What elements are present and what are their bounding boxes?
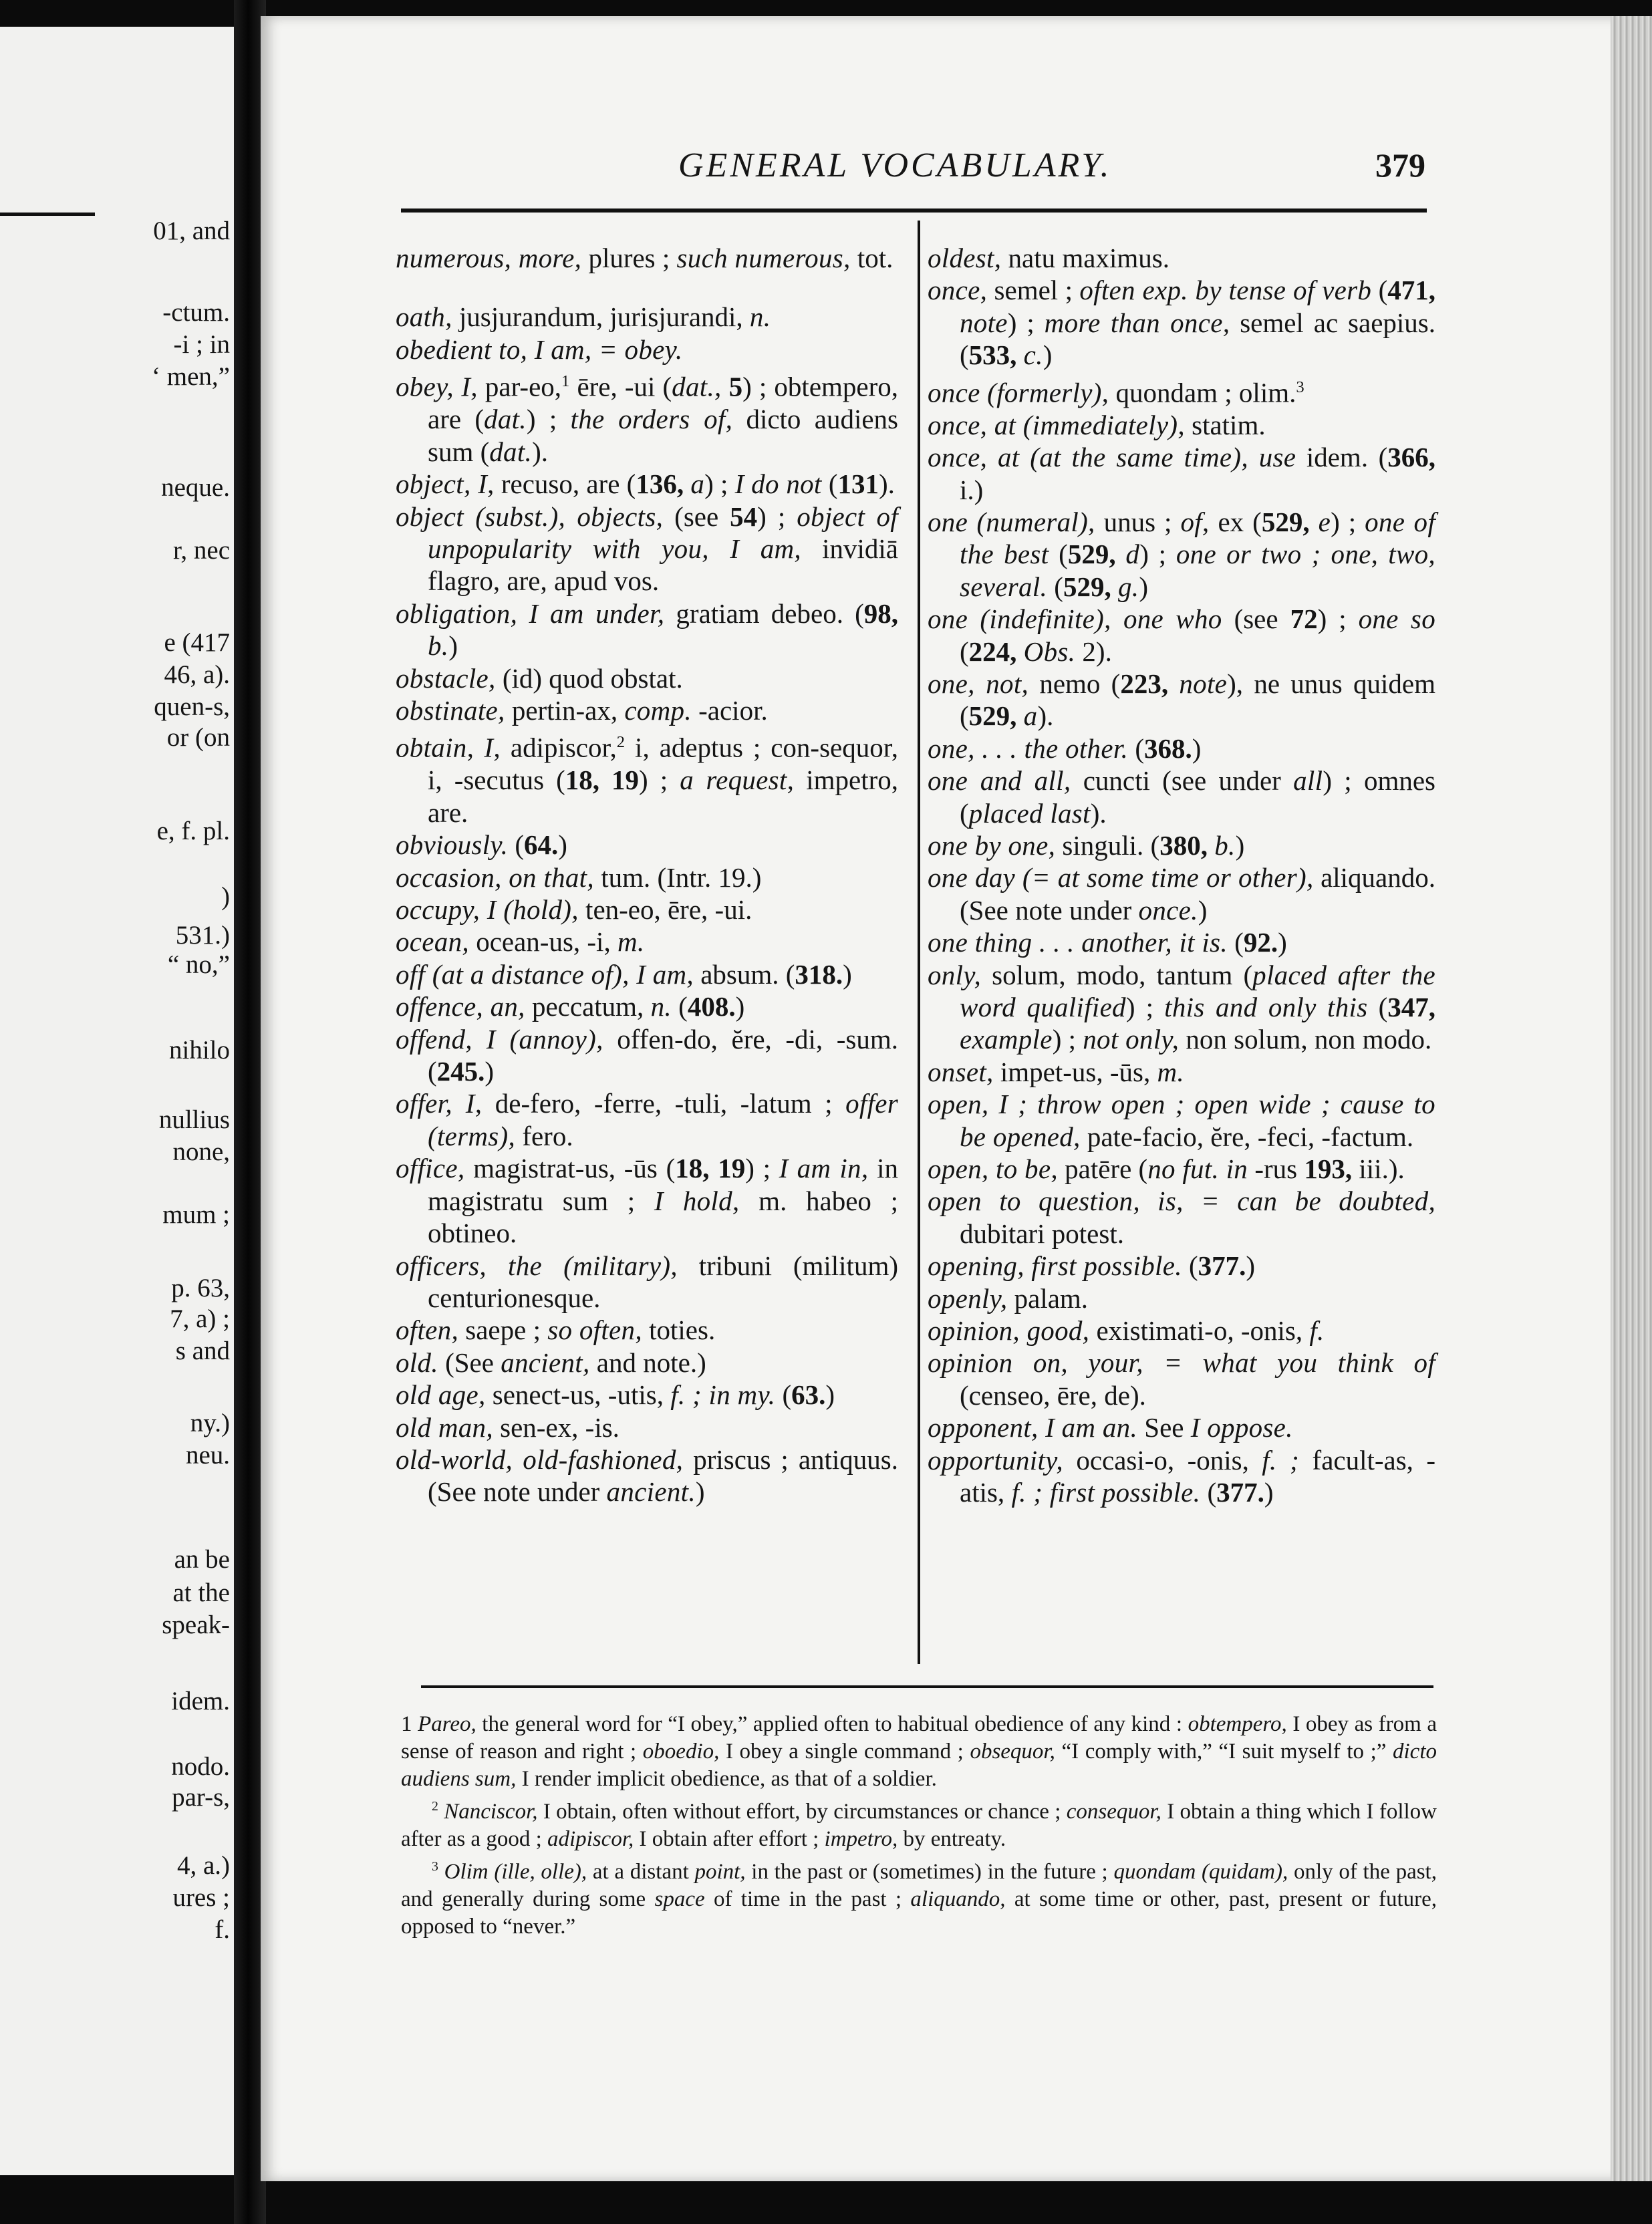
column-divider: [918, 221, 920, 1664]
left-page-text-fragment: quen-s,: [154, 692, 230, 721]
vocab-entry: one thing . . . another, it is. (92.): [928, 927, 1287, 958]
vocab-entry: old age, senect-us, -utis, f. ; in my. (63.): [396, 1379, 835, 1411]
left-page-text-fragment: ): [221, 882, 230, 911]
vocab-entry: open, I ; throw open ; open wide ; cause to be opened, pate-facio, ĕre, -feci, -factum.: [928, 1089, 1435, 1152]
vocab-entry: old-world, old-fashioned, priscus ; antiquus. (See note under ancient.): [396, 1443, 898, 1508]
left-page-text-fragment: nullius: [158, 1105, 230, 1134]
vocab-entry: offer, I, de-fero, -ferre, -tuli, -latum ; offer (terms), fero.: [396, 1088, 899, 1151]
vocabulary-column-right: [928, 242, 1435, 1509]
left-page-text-fragment: par-s,: [172, 1783, 230, 1812]
adjacent-left-page: [0, 27, 234, 2175]
left-page-text-fragment: an be: [174, 1545, 230, 1574]
vocab-entry: obviously. (64.): [396, 829, 567, 861]
header-rule: [401, 208, 1427, 213]
vocab-entry: object, I, recuso, are (136, a) ; I do not (131).: [396, 468, 895, 500]
footnote: $^3$ Olim (ille, olle), at a distant point, in the past or (sometimes) in the future ; quondam (quidam), only of the past, and generally during some space of time in the past ; aliquando, at some time or other, past, present or future, opposed to “never.”: [401, 1859, 1437, 1939]
vocab-entry: old. (See ancient, and note.): [396, 1347, 706, 1378]
vocab-entry: one by one, singuli. (380, b.): [928, 829, 1245, 861]
vocab-entry: one day (= at some time or other), aliquando. (See note under once.): [928, 862, 1435, 926]
vocab-entry: off (at a distance of), I am, absum. (318.): [396, 958, 852, 990]
vocab-entry: often, saepe ; so often, toties.: [396, 1314, 716, 1346]
vocab-entry: openly, palam.: [928, 1282, 1089, 1314]
vocab-entry: obtain, I, adipiscor,$^2$ i, adeptus ; con-sequor, i, -secutus (18, 19) ; a request, impetro, are.: [396, 732, 898, 828]
vocab-entry: oath, jusjurandum, jurisjurandi, n.: [396, 301, 771, 333]
vocab-entry: offence, an, peccatum, n. (408.): [396, 991, 745, 1022]
vocab-entry: once, at (immediately), statim.: [928, 409, 1266, 440]
page-edge-stack: [1611, 16, 1652, 2181]
vocab-entry: one, . . . the other. (368.): [928, 732, 1202, 764]
footnote: $^2$ Nanciscor, I obtain, often without effort, by circumstances or chance ; consequor, I obtain a thing which I follow after as a good ; adipiscor, I obtain after effort ; impetro, by entreaty.: [401, 1799, 1437, 1851]
left-page-text-fragment: at the: [172, 1578, 230, 1607]
page-number: 379: [1375, 146, 1425, 184]
vocab-entry: occasion, on that, tum. (Intr. 19.): [396, 861, 762, 893]
left-page-text-fragment: or (on: [166, 723, 230, 752]
vocab-entry: one (numeral), unus ; of, ex (529, e) ; one of the best (529, d) ; one or two ; one, two, several. (529, g.): [928, 506, 1436, 602]
left-page-text-fragment: “ no,”: [167, 950, 230, 979]
left-page-text-fragment: 4, a.): [176, 1851, 230, 1880]
left-page-text-fragment: none,: [172, 1137, 230, 1166]
left-page-text-fragment: e, f. pl.: [156, 817, 230, 845]
left-page-text-fragment: 46, a).: [164, 660, 230, 689]
vocab-entry: opening, first possible. (377.): [928, 1250, 1256, 1282]
left-page-text-fragment: ‘ men,”: [152, 362, 230, 391]
vocab-entry: only, solum, modo, tantum (placed after the word qualified) ; this and only this (347, example) ; not only, non solum, non modo.: [928, 959, 1436, 1055]
left-page-text-fragment: idem.: [171, 1687, 230, 1715]
left-page-text-fragment: speak-: [162, 1611, 230, 1639]
vocab-entry: offend, I (annoy), offen-do, ĕre, -di, -sum. (245.): [396, 1023, 898, 1087]
left-page-text-fragment: 01, and: [153, 217, 230, 245]
vocab-entry: numerous, more, plures ; such numerous, tot.: [396, 243, 893, 273]
vocab-entry: obedient to, I am, = obey.: [396, 333, 683, 365]
left-page-text-fragment: ures ;: [172, 1883, 230, 1912]
left-page-text-fragment: neu.: [185, 1441, 230, 1470]
vocab-entry: one, not, nemo (223, note), ne unus quidem (529, a).: [928, 668, 1435, 732]
left-page-rule: [0, 213, 95, 216]
footnote-rule: [421, 1685, 1433, 1688]
left-page-text-fragment: ny.): [190, 1409, 230, 1437]
vocab-entry: officers, the (military), tribuni (militum) centurionesque.: [396, 1250, 898, 1313]
left-page-text-fragment: 7, a) ;: [170, 1304, 230, 1333]
footnote: 1 Pareo, the general word for “I obey,” applied often to habitual obedience of any kind : obtempero, I obey as from a sense of reason and right ; oboedio, I obey a single command ; obsequor, “I comply with,” “I suit myself to ;” dicto audiens sum, I render implicit obedience, as that of a soldier.: [401, 1712, 1437, 1791]
vocab-entry: opinion on, your, = what you think of (censeo, ēre, de).: [928, 1347, 1435, 1411]
vocab-entry: opponent, I am an. See I oppose.: [928, 1412, 1293, 1443]
vocab-entry: once (formerly), quondam ; olim.$^3$: [928, 377, 1304, 408]
footnotes: [401, 1711, 1437, 1941]
vocab-entry: obstacle, (id) quod obstat.: [396, 662, 683, 694]
vocab-entry: onset, impet-us, -ūs, m.: [928, 1056, 1184, 1087]
vocab-entry: open, to be, patēre (no fut. in -rus 193, iii.).: [928, 1153, 1405, 1185]
vocab-entry: occupy, I (hold), ten-eo, ēre, -ui.: [396, 894, 752, 926]
vocab-entry: obligation, I am under, gratiam debeo. (98, b.): [396, 597, 898, 662]
vocab-entry: open to question, is, = can be doubted, dubitari potest.: [928, 1186, 1435, 1249]
vocab-entry: one and all, cuncti (see under all) ; omnes (placed last).: [928, 765, 1435, 829]
vocab-entry: object (subst.), objects, (see 54) ; object of unpopularity with you, I am, invidiā flagro, are, apud vos.: [396, 501, 898, 597]
vocab-entry: opportunity, occasi-o, -onis, f. ; facult-as, -atis, f. ; first possible. (377.): [928, 1444, 1435, 1508]
left-page-text-fragment: p. 63,: [171, 1274, 230, 1302]
vocab-entry: old man, sen-ex, -is.: [396, 1411, 620, 1443]
vocab-entry: once, semel ; often exp. by tense of verb (471, note) ; more than once, semel ac saepius. (533, c.): [928, 275, 1435, 371]
vocab-entry: ocean, ocean-us, -i, m.: [396, 926, 645, 958]
running-head: GENERAL VOCABULARY.: [678, 146, 1112, 184]
left-page-text-fragment: mum ;: [162, 1200, 230, 1229]
left-page-text-fragment: e (417: [164, 628, 230, 657]
left-page-text-fragment: -i ; in: [173, 330, 230, 359]
vocab-entry: office, magistrat-us, -ūs (18, 19) ; I am in, in magistratu sum ; I hold, m. habeo ; obtineo.: [396, 1153, 898, 1249]
vocab-entry: oldest, natu maximus.: [928, 243, 1169, 273]
left-page-text-fragment: nodo.: [171, 1752, 230, 1781]
left-page-text-fragment: f.: [215, 1915, 230, 1944]
vocab-entry: obstinate, pertin-ax, comp. -acior.: [396, 694, 768, 726]
left-page-text-fragment: nihilo: [168, 1036, 230, 1065]
vocab-entry: opinion, good, existimati-o, -onis, f.: [928, 1315, 1325, 1347]
left-page-text-fragment: s and: [175, 1337, 230, 1365]
vocab-entry: once, at (at the same time), use idem. (366, i.): [928, 442, 1435, 505]
vocabulary-column-left: [396, 242, 898, 1508]
left-page-text-fragment: 531.): [175, 921, 230, 950]
vocab-entry: obey, I, par-eo,$^1$ ēre, -ui (dat., 5) ; obtempero, are (dat.) ; the orders of, dicto audiens sum (dat.).: [396, 371, 899, 467]
left-page-text-fragment: -ctum.: [162, 298, 230, 327]
left-page-text-fragment: neque.: [161, 473, 230, 502]
vocab-entry: one (indefinite), one who (see 72) ; one so (224, Obs. 2).: [928, 603, 1435, 667]
left-page-text-fragment: r, nec: [172, 536, 230, 565]
